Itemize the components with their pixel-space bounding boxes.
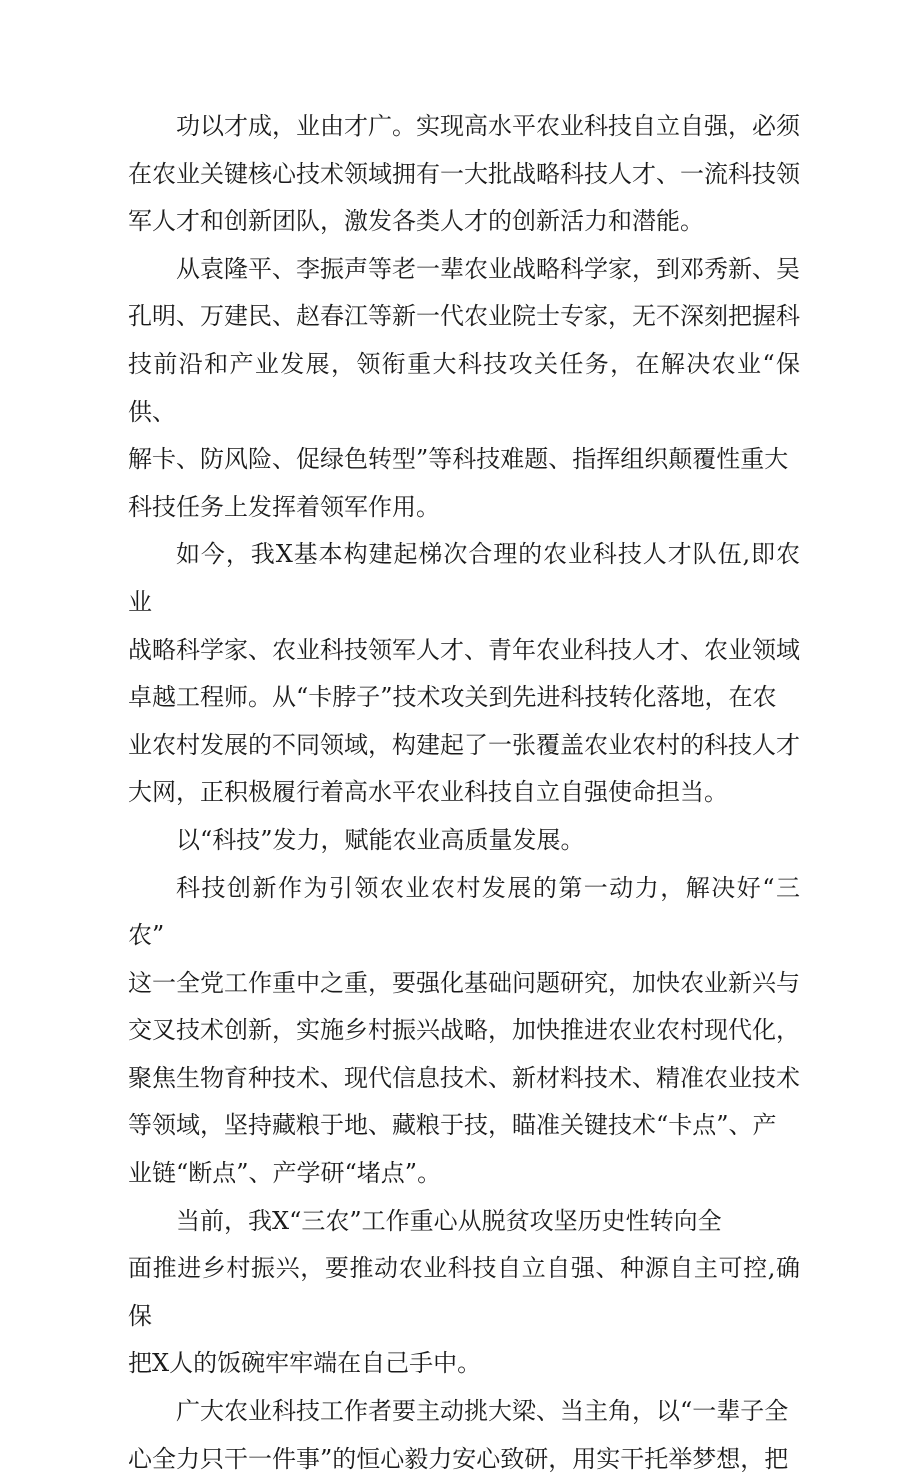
paragraph-talent: 功以才成，业由才广。实现高水平农业科技自立自强，必须 在农业关键核心技术领域拥有一大批战略科技人才、一流科技领 军人才和创新团队，激发各类人才的创新活力和潜能。 [128,112,800,236]
paragraph-current: 当前，我X“三农”工作重心从脱贫攻坚历史性转向全 面推进乡村振兴，要推动农业科技自立自强、种源自主可控,确保 把X人的饭碗牢牢端在自己手中。 [128,1206,800,1378]
paragraph-talent-team: 如今，我X基本构建起梯次合理的农业科技人才队伍,即农业 战略科学家、农业科技领军人才、青年农业科技人才、农业领域 卓越工程师。从“卡脖子”技术攻关到先进科技转化落地，在农 业农村发展的不同领域，构建起了一张覆盖农业农村的科技人才 大网，正积极履行着高水平农业科技自立自强使命担当。 [128,540,800,807]
document-body [128,103,800,1483]
paragraph-heading-technology: 以“科技”发力，赋能农业高质量发展。 [176,825,585,854]
paragraph-innovation: 科技创新作为引领农业农村发展的第一动力，解决好“三农” 这一全党工作重中之重，要强化基础问题研究，加快农业新兴与 交叉技术创新，实施乡村振兴战略，加快推进农业农村现代化， 聚焦生物育种技术、现代信息技术、新材料技术、精准农业技术 等领域，坚持藏粮于地、藏粮于技，瞄准关键技术“卡点”、产 业链“断点”、产学研“堵点”。 [128,873,800,1188]
paragraph-scientists: 从袁隆平、李振声等老一辈农业战略科学家，到邓秀新、吴 孔明、万建民、赵春江等新一代农业院士专家，无不深刻把握科 技前沿和产业发展，领衔重大科技攻关任务，在解决农业“保供、 解卡、防风险、促绿色转型”等科技难题、指挥组织颠覆性重大 科技任务上发挥着领军作用。 [128,254,800,521]
paragraph-workers: 广大农业科技工作者要主动挑大梁、当主角，以“一辈子全 心全力只干一件事”的恒心毅力安心致研，用实干托举梦想，把 [128,1397,789,1473]
